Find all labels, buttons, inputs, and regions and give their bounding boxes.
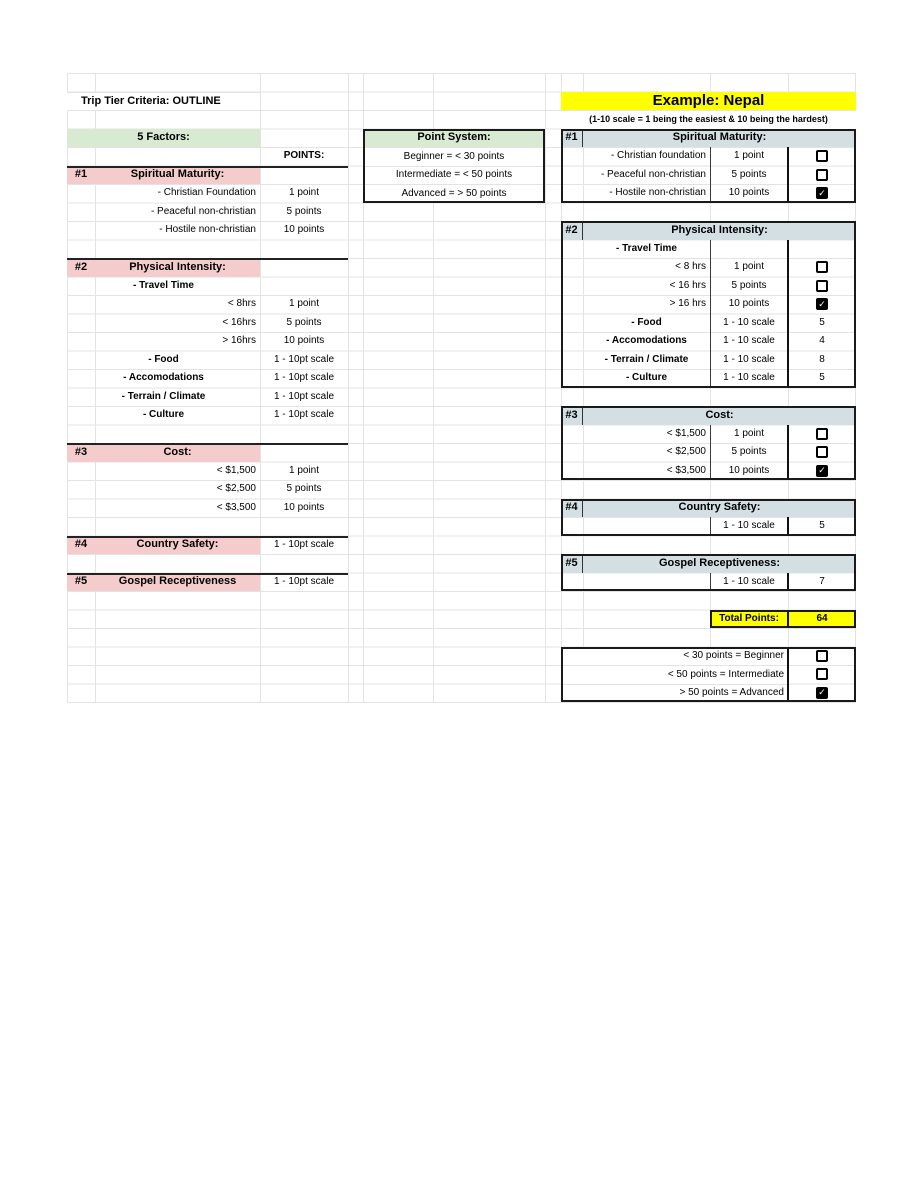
outline-s2-row-points: 5 points [286, 316, 322, 328]
checkbox-advanced[interactable] [816, 687, 828, 699]
example-s2-row-points: 1 point [733, 261, 765, 273]
checkbox-beginner[interactable] [816, 650, 828, 662]
outline-s2-scale-label: - Terrain / Climate [121, 390, 206, 402]
example-s2-scale-label: - Culture [625, 372, 668, 384]
example-s1-row-points: 1 point [733, 150, 765, 162]
outline-s3-row-points: 5 points [286, 483, 322, 495]
example-s1-row-label: - Hostile non-christian [609, 187, 706, 199]
outline-s3-row-label: < $1,500 [216, 464, 256, 476]
example-s5-number: #5 [561, 554, 583, 573]
checkbox-s3-option1[interactable] [816, 428, 828, 440]
outline-s2-title: Physical Intensity: [95, 258, 260, 277]
point-system-row: Intermediate = < 50 points [363, 166, 545, 185]
outline-s4-title: Country Safety: [95, 536, 260, 555]
example-s4-title: Country Safety: [583, 499, 856, 518]
outline-s1-row-label: - Peaceful non-christian [150, 205, 256, 217]
outline-s1-row-points: 10 points [283, 224, 325, 236]
outline-s2-row-label: < 16hrs [222, 316, 256, 328]
example-s2-scale-points: 1 - 10 scale [723, 353, 775, 365]
example-s2-row-label: < 16 hrs [669, 279, 706, 291]
outline-s3-title: Cost: [95, 443, 260, 462]
outline-s5-title: Gospel Receptiveness [95, 573, 260, 592]
factors-header: 5 Factors: [67, 129, 260, 148]
example-s1-row-label: - Peaceful non-christian [600, 168, 706, 180]
example-s3-row-label: < $3,500 [666, 464, 706, 476]
example-s2-row-points: 5 points [731, 279, 767, 291]
outline-s2-scale-points: 1 - 10pt scale [273, 409, 335, 421]
example-s2-scale-value[interactable]: 5 [819, 316, 825, 328]
example-s3-title: Cost: [583, 406, 856, 425]
outline-s5-number: #5 [67, 573, 95, 592]
outline-s4-points: 1 - 10pt scale [273, 538, 335, 550]
example-s2-scale-label: - Accomodations [606, 335, 687, 347]
example-s2-scale-value[interactable]: 8 [819, 353, 825, 365]
outline-s1-row-label: - Hostile non-christian [159, 224, 256, 236]
outline-s5-points: 1 - 10pt scale [273, 575, 335, 587]
checkbox-s1-option3[interactable] [816, 187, 828, 199]
outline-s2-scale-label: - Accomodations [123, 372, 204, 384]
outline-s2-scale-points: 1 - 10pt scale [273, 372, 335, 384]
outline-s2-number: #2 [67, 258, 95, 277]
example-subtitle: (1-10 scale = 1 being the easiest & 10 being the hardest) [561, 110, 856, 129]
outline-s1-title: Spiritual Maturity: [95, 166, 260, 185]
example-s5-points: 1 - 10 scale [723, 575, 775, 587]
example-s3-row-points: 1 point [733, 427, 765, 439]
outline-s2-scale-points: 1 - 10pt scale [273, 390, 335, 402]
example-s2-scale-points: 1 - 10 scale [723, 372, 775, 384]
outline-s1-row-label: - Christian Foundation [157, 187, 256, 199]
checkbox-intermediate[interactable] [816, 668, 828, 680]
checkbox-s3-option3[interactable] [816, 465, 828, 477]
outline-s1-number: #1 [67, 166, 95, 185]
example-s3-number: #3 [561, 406, 583, 425]
example-s1-row-points: 5 points [731, 168, 767, 180]
spreadsheet-grid [67, 73, 856, 703]
classification-label: > 50 points = Advanced [561, 684, 788, 703]
example-s2-scale-points: 1 - 10 scale [723, 316, 775, 328]
example-s2-scale-label: - Terrain / Climate [604, 353, 689, 365]
outline-title: Trip Tier Criteria: OUTLINE [67, 92, 260, 111]
example-s5-value[interactable]: 7 [819, 575, 825, 587]
example-s1-row-label: - Christian foundation [610, 150, 706, 162]
points-column-header: POINTS: [283, 150, 325, 162]
example-s2-scale-value[interactable]: 5 [819, 372, 825, 384]
example-s4-number: #4 [561, 499, 583, 518]
outline-s3-row-label: < $2,500 [216, 483, 256, 495]
outline-s4-number: #4 [67, 536, 95, 555]
outline-s2-scale-label: - Culture [142, 409, 185, 421]
checkbox-s2-option1[interactable] [816, 261, 828, 273]
total-points-label: Total Points: [710, 610, 788, 629]
point-system-row: Advanced = > 50 points [363, 184, 545, 203]
classification-label: < 50 points = Intermediate [561, 665, 788, 684]
example-s2-row-label: < 8 hrs [675, 261, 706, 273]
outline-s2-scale-label: - Food [148, 353, 179, 365]
point-system-title: Point System: [363, 129, 545, 148]
outline-s2-sublabel: - Travel Time [133, 279, 194, 291]
example-title: Example: Nepal [561, 92, 856, 111]
outline-s2-row-label: < 8hrs [227, 298, 256, 310]
example-s2-title: Physical Intensity: [583, 221, 856, 240]
outline-s3-row-points: 1 point [288, 464, 320, 476]
example-s2-scale-points: 1 - 10 scale [723, 335, 775, 347]
outline-s3-row-points: 10 points [283, 501, 325, 513]
example-s5-title: Gospel Receptiveness: [583, 554, 856, 573]
example-s3-row-label: < $2,500 [666, 446, 706, 458]
outline-s2-row-label: > 16hrs [222, 335, 256, 347]
checkbox-s3-option2[interactable] [816, 446, 828, 458]
example-s2-row-points: 10 points [728, 298, 770, 310]
total-points-value: 64 [788, 610, 856, 629]
example-s2-number: #2 [561, 221, 583, 240]
outline-s3-row-label: < $3,500 [216, 501, 256, 513]
example-s2-row-label: > 16 hrs [669, 298, 706, 310]
outline-s2-scale-points: 1 - 10pt scale [273, 353, 335, 365]
outline-s1-row-points: 5 points [286, 205, 322, 217]
example-s3-row-points: 5 points [731, 446, 767, 458]
outline-s2-row-points: 1 point [288, 298, 320, 310]
outline-s3-number: #3 [67, 443, 95, 462]
outline-s2-row-points: 10 points [283, 335, 325, 347]
classification-label: < 30 points = Beginner [561, 647, 788, 666]
example-s2-scale-value[interactable]: 4 [819, 335, 825, 347]
checkbox-s1-option1[interactable] [816, 150, 828, 162]
point-system-row: Beginner = < 30 points [363, 147, 545, 166]
checkbox-s2-option3[interactable] [816, 298, 828, 310]
checkbox-s2-option2[interactable] [816, 280, 828, 292]
example-s1-title: Spiritual Maturity: [583, 129, 856, 148]
example-s2-scale-label: - Food [631, 316, 662, 328]
outline-s1-row-points: 1 point [288, 187, 320, 199]
example-s1-number: #1 [561, 129, 583, 148]
example-s2-sublabel: - Travel Time [616, 242, 677, 254]
example-s3-row-label: < $1,500 [666, 427, 706, 439]
example-s4-points: 1 - 10 scale [723, 520, 775, 532]
example-s4-value[interactable]: 5 [819, 520, 825, 532]
checkbox-s1-option2[interactable] [816, 169, 828, 181]
example-s3-row-points: 10 points [728, 464, 770, 476]
example-s1-row-points: 10 points [728, 187, 770, 199]
